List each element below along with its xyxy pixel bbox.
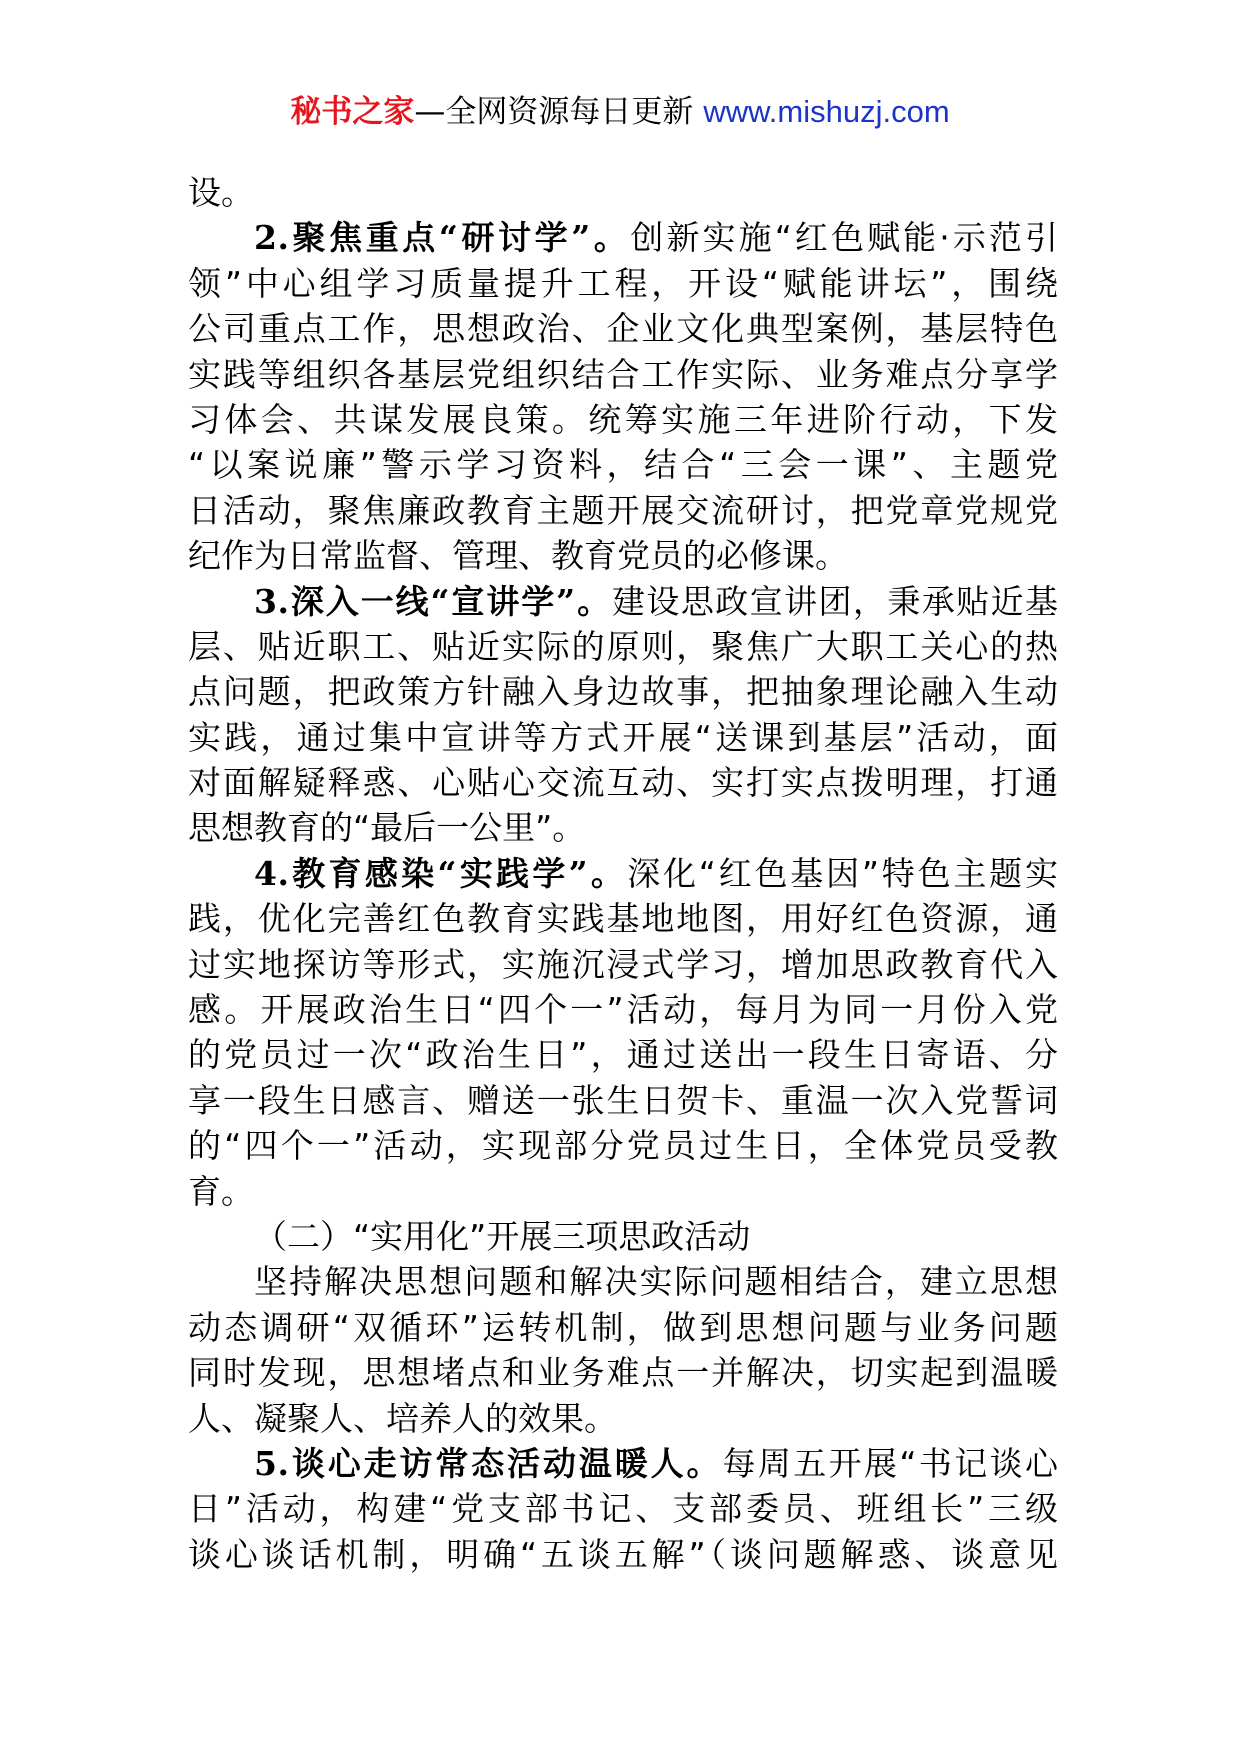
brand-name: 秘书之家 xyxy=(290,94,415,130)
text-line: 享一段生日感言、赠送一张生日贺卡、重温一次入党誓词 xyxy=(188,1080,1058,1120)
text-fragment: 每周五开展“书记谈心 xyxy=(722,1443,1058,1483)
document-body xyxy=(188,170,1058,1577)
text-line: 点问题，把政策方针融入身边故事，把抽象理论融入生动 xyxy=(188,672,1058,712)
text-line: 践，优化完善红色教育实践基地地图，用好红色资源，通 xyxy=(188,899,1058,939)
text-line: 同时发现，思想堵点和业务难点一并解决，切实起到温暖 xyxy=(188,1353,1058,1393)
text-line: 的“四个一”活动，实现部分党员过生日，全体党员受教 xyxy=(188,1126,1058,1166)
text-line: 感。开展政治生日“四个一”活动，每月为同一月份入党 xyxy=(188,990,1058,1030)
text-line: 的党员过一次“政治生日”，通过送出一段生日寄语、分 xyxy=(188,1035,1058,1075)
text-fragment: 深化“红色基因”特色主题实 xyxy=(627,853,1058,893)
paragraph-5-line xyxy=(188,1441,1058,1486)
text-line: 对面解疑释惑、心贴心交流互动、实打实点拨明理，打通 xyxy=(188,763,1058,803)
header-tagline: —全网资源每日更新 xyxy=(414,94,694,130)
text-line: 实践，通过集中宣讲等方式开展“送课到基层”活动，面 xyxy=(188,717,1058,757)
text-line: 习体会、共谋发展良策。统筹实施三年进阶行动，下发 xyxy=(188,399,1058,439)
text-line: 日活动，聚焦廉政教育主题开展交流研讨，把党章党规党 xyxy=(188,490,1058,530)
text-line: 层、贴近职工、贴近实际的原则，聚焦广大职工关心的热 xyxy=(188,626,1058,666)
paragraph-2-line xyxy=(188,215,1058,260)
paragraph-3-line xyxy=(188,579,1058,624)
text-line: 日”活动，构建“党支部书记、支部委员、班组长”三级 xyxy=(188,1489,1058,1529)
text-fragment: 创新实施“红色赋能·示范引 xyxy=(630,218,1058,258)
site-header xyxy=(0,92,1240,132)
paragraph-4-heading: 4.教育感染“实践学”。 xyxy=(254,853,628,893)
text-line: 人、凝聚人、培养人的效果。 xyxy=(188,1398,617,1438)
paragraph-2-heading: 2.聚焦重点“研讨学”。 xyxy=(254,218,631,258)
text-line: 谈心谈话机制，明确“五谈五解”（谈问题解惑、谈意见 xyxy=(188,1534,1058,1574)
text-line: 公司重点工作，思想政治、企业文化典型案例，基层特色 xyxy=(188,309,1058,349)
paragraph-3-heading: 3.深入一线“宣讲学”。 xyxy=(254,581,612,621)
text-line: 育。 xyxy=(188,1171,254,1211)
text-line: 实践等组织各基层党组织结合工作实际、业务难点分享学 xyxy=(188,354,1058,394)
text-fragment: 建设思政宣讲团，秉承贴近基 xyxy=(612,581,1058,621)
text-line: “以案说廉”警示学习资料，结合“三会一课”、主题党 xyxy=(188,445,1058,485)
text-line: 思想教育的“最后一公里”。 xyxy=(188,808,586,848)
text-line: 动态调研“双循环”运转机制，做到思想问题与业务问题 xyxy=(188,1307,1058,1347)
paragraph-4-line xyxy=(188,851,1058,896)
text-line: 领”中心组学习质量提升工程，开设“赋能讲坛”，围绕 xyxy=(188,263,1058,303)
site-url-link[interactable]: www.mishuzj.com xyxy=(703,94,950,129)
text-line: 过实地探访等形式，实施沉浸式学习，增加思政教育代入 xyxy=(188,944,1058,984)
text-line: 纪作为日常监督、管理、教育党员的必修课。 xyxy=(188,536,848,576)
text-line: 坚持解决思想问题和解决实际问题相结合，建立思想 xyxy=(254,1262,1058,1302)
text-line: 设。 xyxy=(188,173,254,212)
section-2-title: （二）“实用化”开展三项思政活动 xyxy=(254,1216,751,1256)
paragraph-5-heading: 5.谈心走访常态活动温暖人。 xyxy=(254,1443,723,1483)
